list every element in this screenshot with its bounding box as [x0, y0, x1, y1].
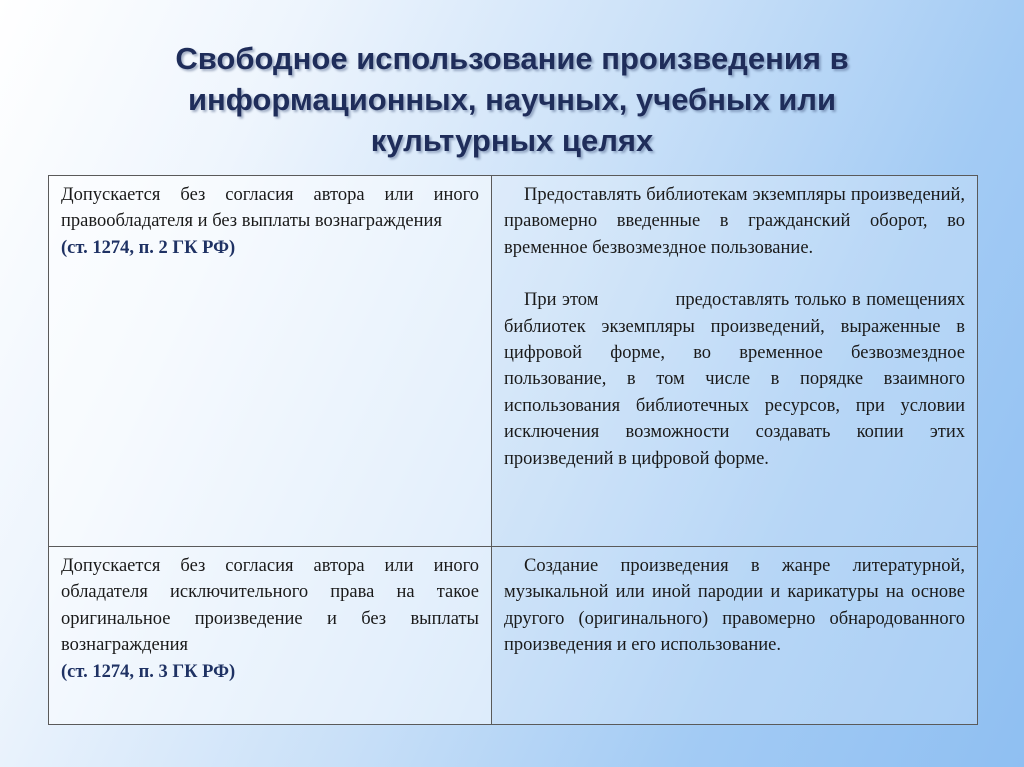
title-line-2: информационных, научных, учебных или [187, 82, 837, 117]
description-paragraph: Создание произведения в жанре литературной, музыкальной или иной пародии и карикатуры на основе другого (оригинального) правомерно обнародованного произведения и его использование. [504, 556, 965, 656]
slide-title [60, 38, 964, 161]
description-paragraph: При этом предоставлять только в помещениях библиотек экземпляры произведений, выраженные в цифровой форме, во временное безвозмездное пользование, в том числе в порядке взаимного использования библиотечных ресурсов, при условии исключения возможности создавать копии этих произведений в цифровой форме. [504, 290, 970, 469]
title-line-1: Свободное использование произведения в [175, 41, 849, 76]
law-citation: (ст. 1274, п. 3 ГК РФ) [61, 661, 236, 682]
table-row [49, 547, 978, 725]
description-paragraph: Предоставлять библиотекам экземпляры произведений, правомерно введенные в гражданский оборот, во временное безвозмездное пользование. [504, 185, 965, 258]
content-table [48, 175, 978, 725]
title-line-3: культурных целях [370, 123, 654, 158]
left-cell [49, 547, 492, 725]
permission-text: Допускается без согласия автора или иного обладателя исключительного права на такое оригинальное произведение и без выплаты вознаграждения [61, 556, 479, 656]
table-row [49, 176, 978, 547]
left-cell [49, 176, 492, 547]
right-cell [492, 176, 978, 547]
right-cell [492, 547, 978, 725]
permission-text: Допускается без согласия автора или иного правообладателя и без выплаты вознаграждения [61, 185, 479, 232]
law-citation: (ст. 1274, п. 2 ГК РФ) [61, 237, 236, 258]
